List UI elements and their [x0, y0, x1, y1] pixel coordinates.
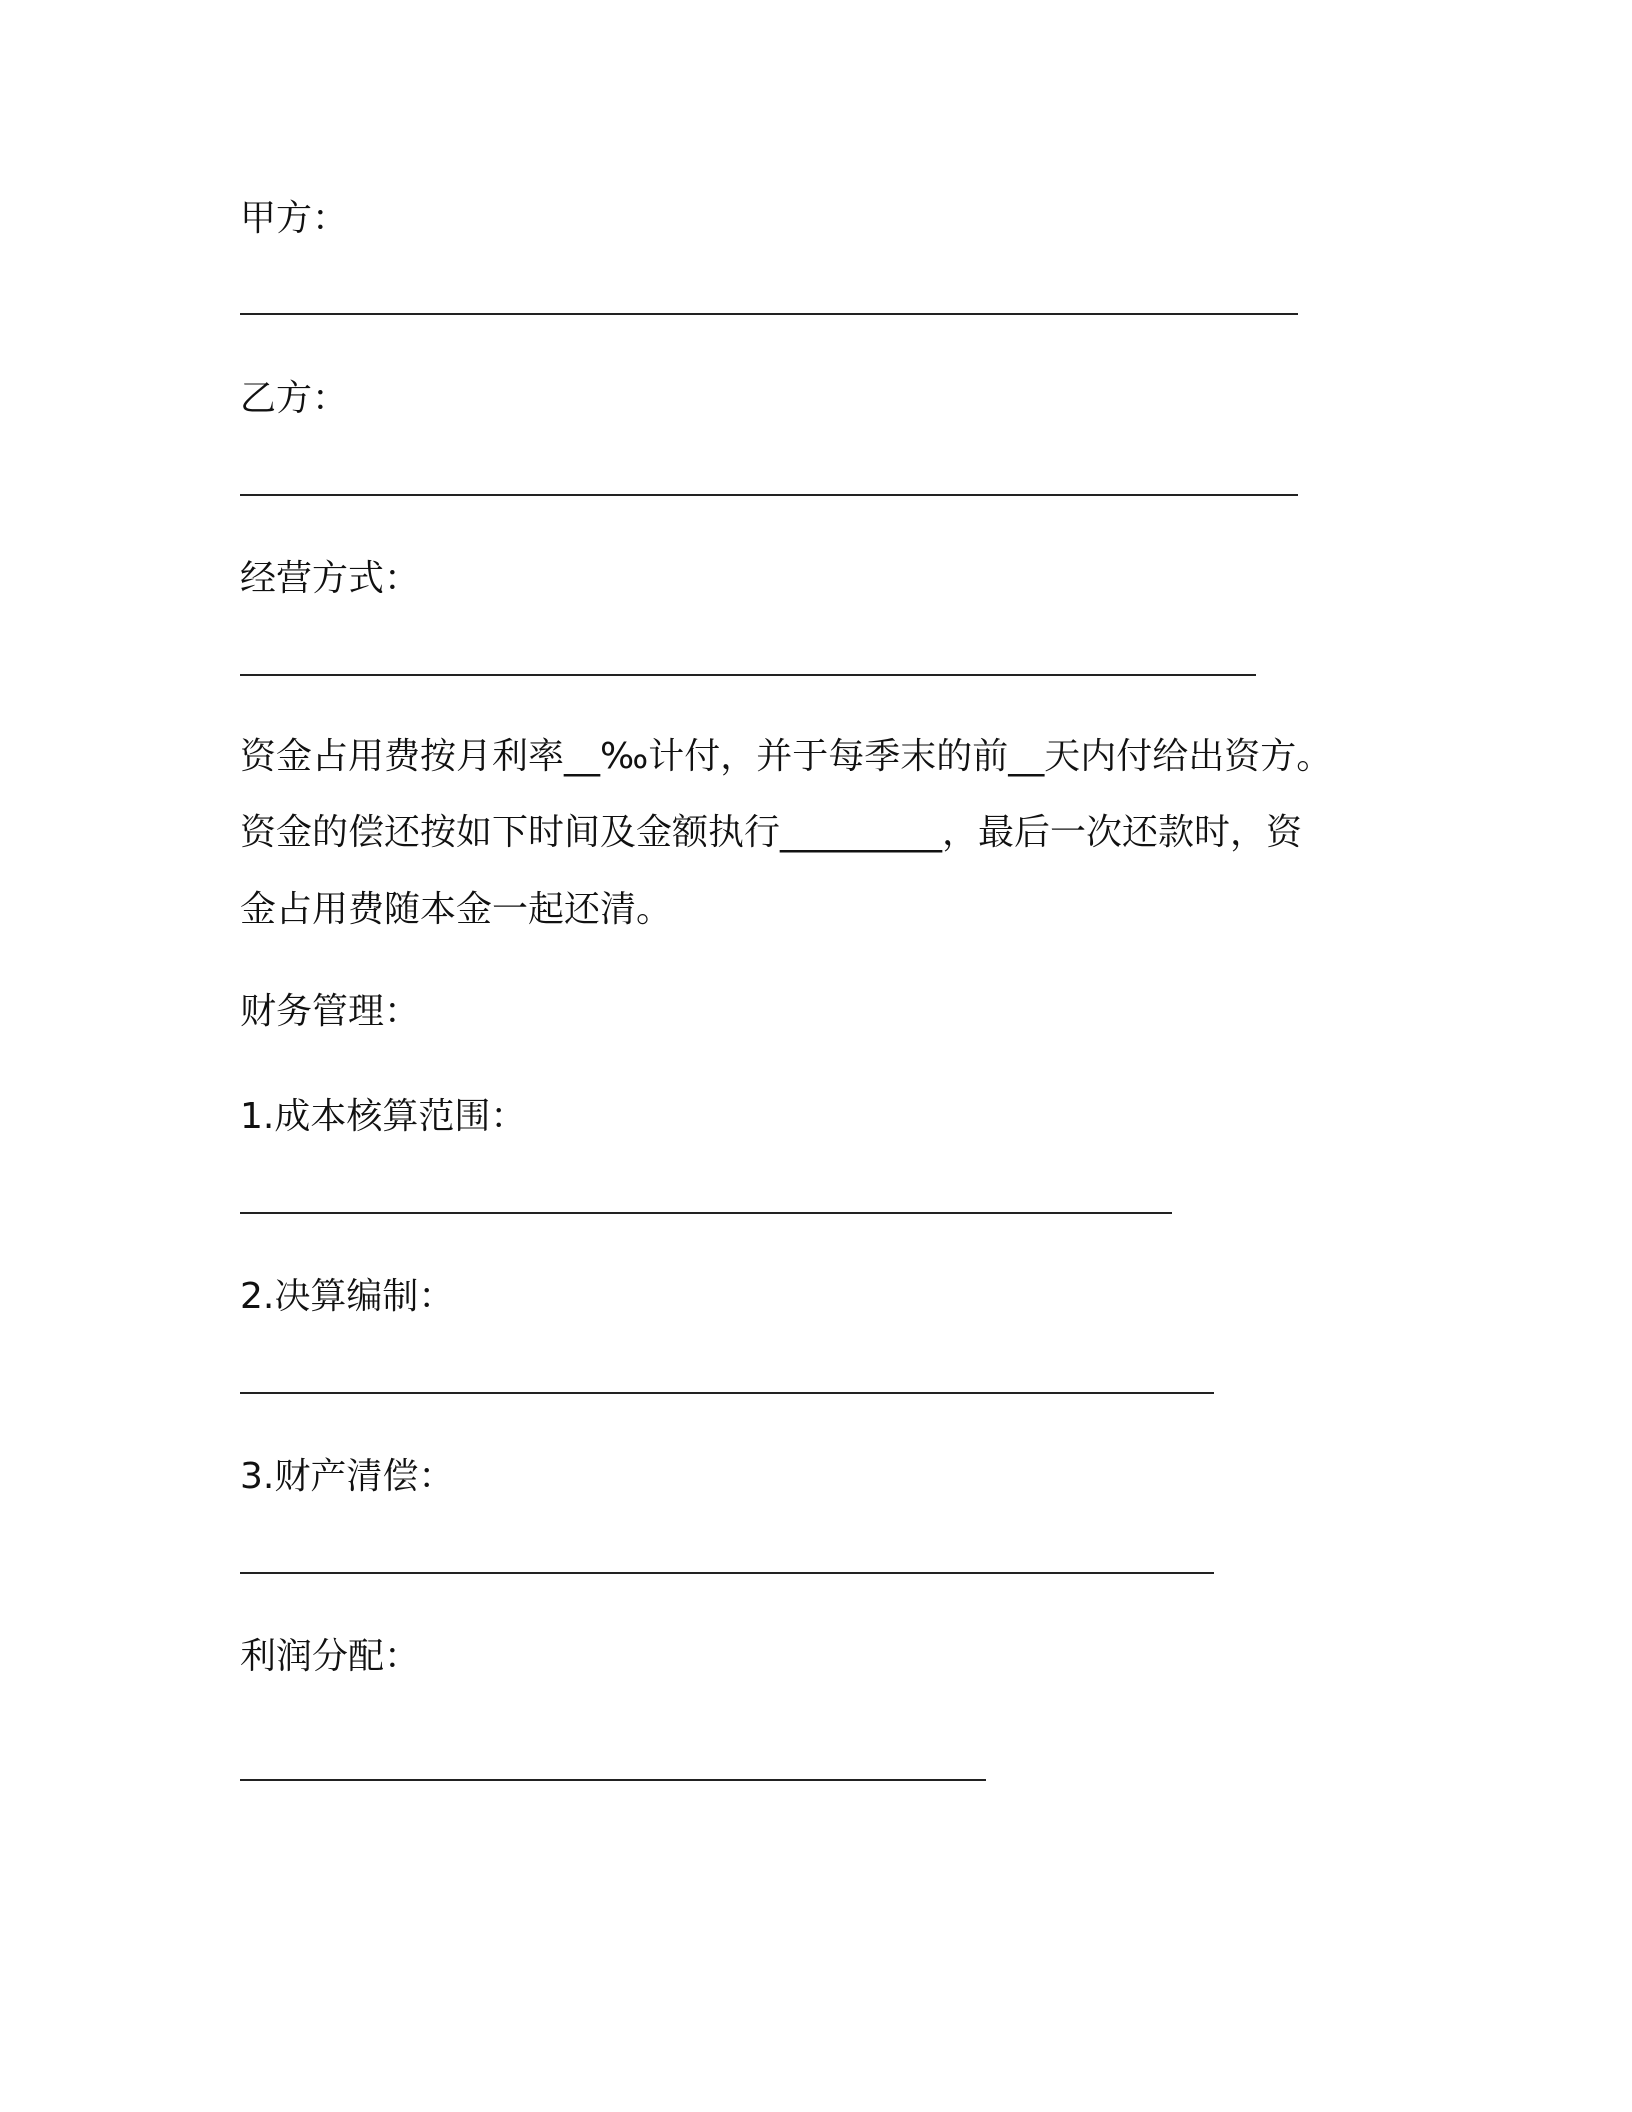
fund-fee-paragraph: 资金占用费按月利率__‰计付，并于每季末的前__天内付给出资方。 — [240, 736, 1333, 777]
party-a-label: 甲方： — [240, 198, 349, 239]
property-settlement-blank-line — [240, 1572, 1214, 1574]
business-mode-blank-line — [240, 674, 1256, 676]
repayment-paragraph-line-1: 资金的偿还按如下时间及金额执行_________，最后一次还款时，资 — [240, 812, 1303, 853]
repayment-paragraph-line-2: 金占用费随本金一起还清。 — [240, 889, 673, 930]
business-mode-label: 经营方式： — [240, 558, 421, 599]
profit-distribution-blank-line — [240, 1779, 986, 1781]
final-accounts-label: 2.决算编制： — [240, 1276, 455, 1317]
profit-distribution-label: 利润分配： — [240, 1636, 421, 1677]
cost-accounting-scope-label: 1.成本核算范围： — [240, 1096, 527, 1137]
property-settlement-label: 3.财产清偿： — [240, 1456, 455, 1497]
cost-accounting-blank-line — [240, 1212, 1172, 1214]
party-a-blank-line — [240, 313, 1298, 315]
financial-management-heading: 财务管理： — [240, 991, 421, 1032]
party-b-blank-line — [240, 494, 1298, 496]
final-accounts-blank-line — [240, 1392, 1214, 1394]
party-b-label: 乙方： — [240, 378, 349, 419]
